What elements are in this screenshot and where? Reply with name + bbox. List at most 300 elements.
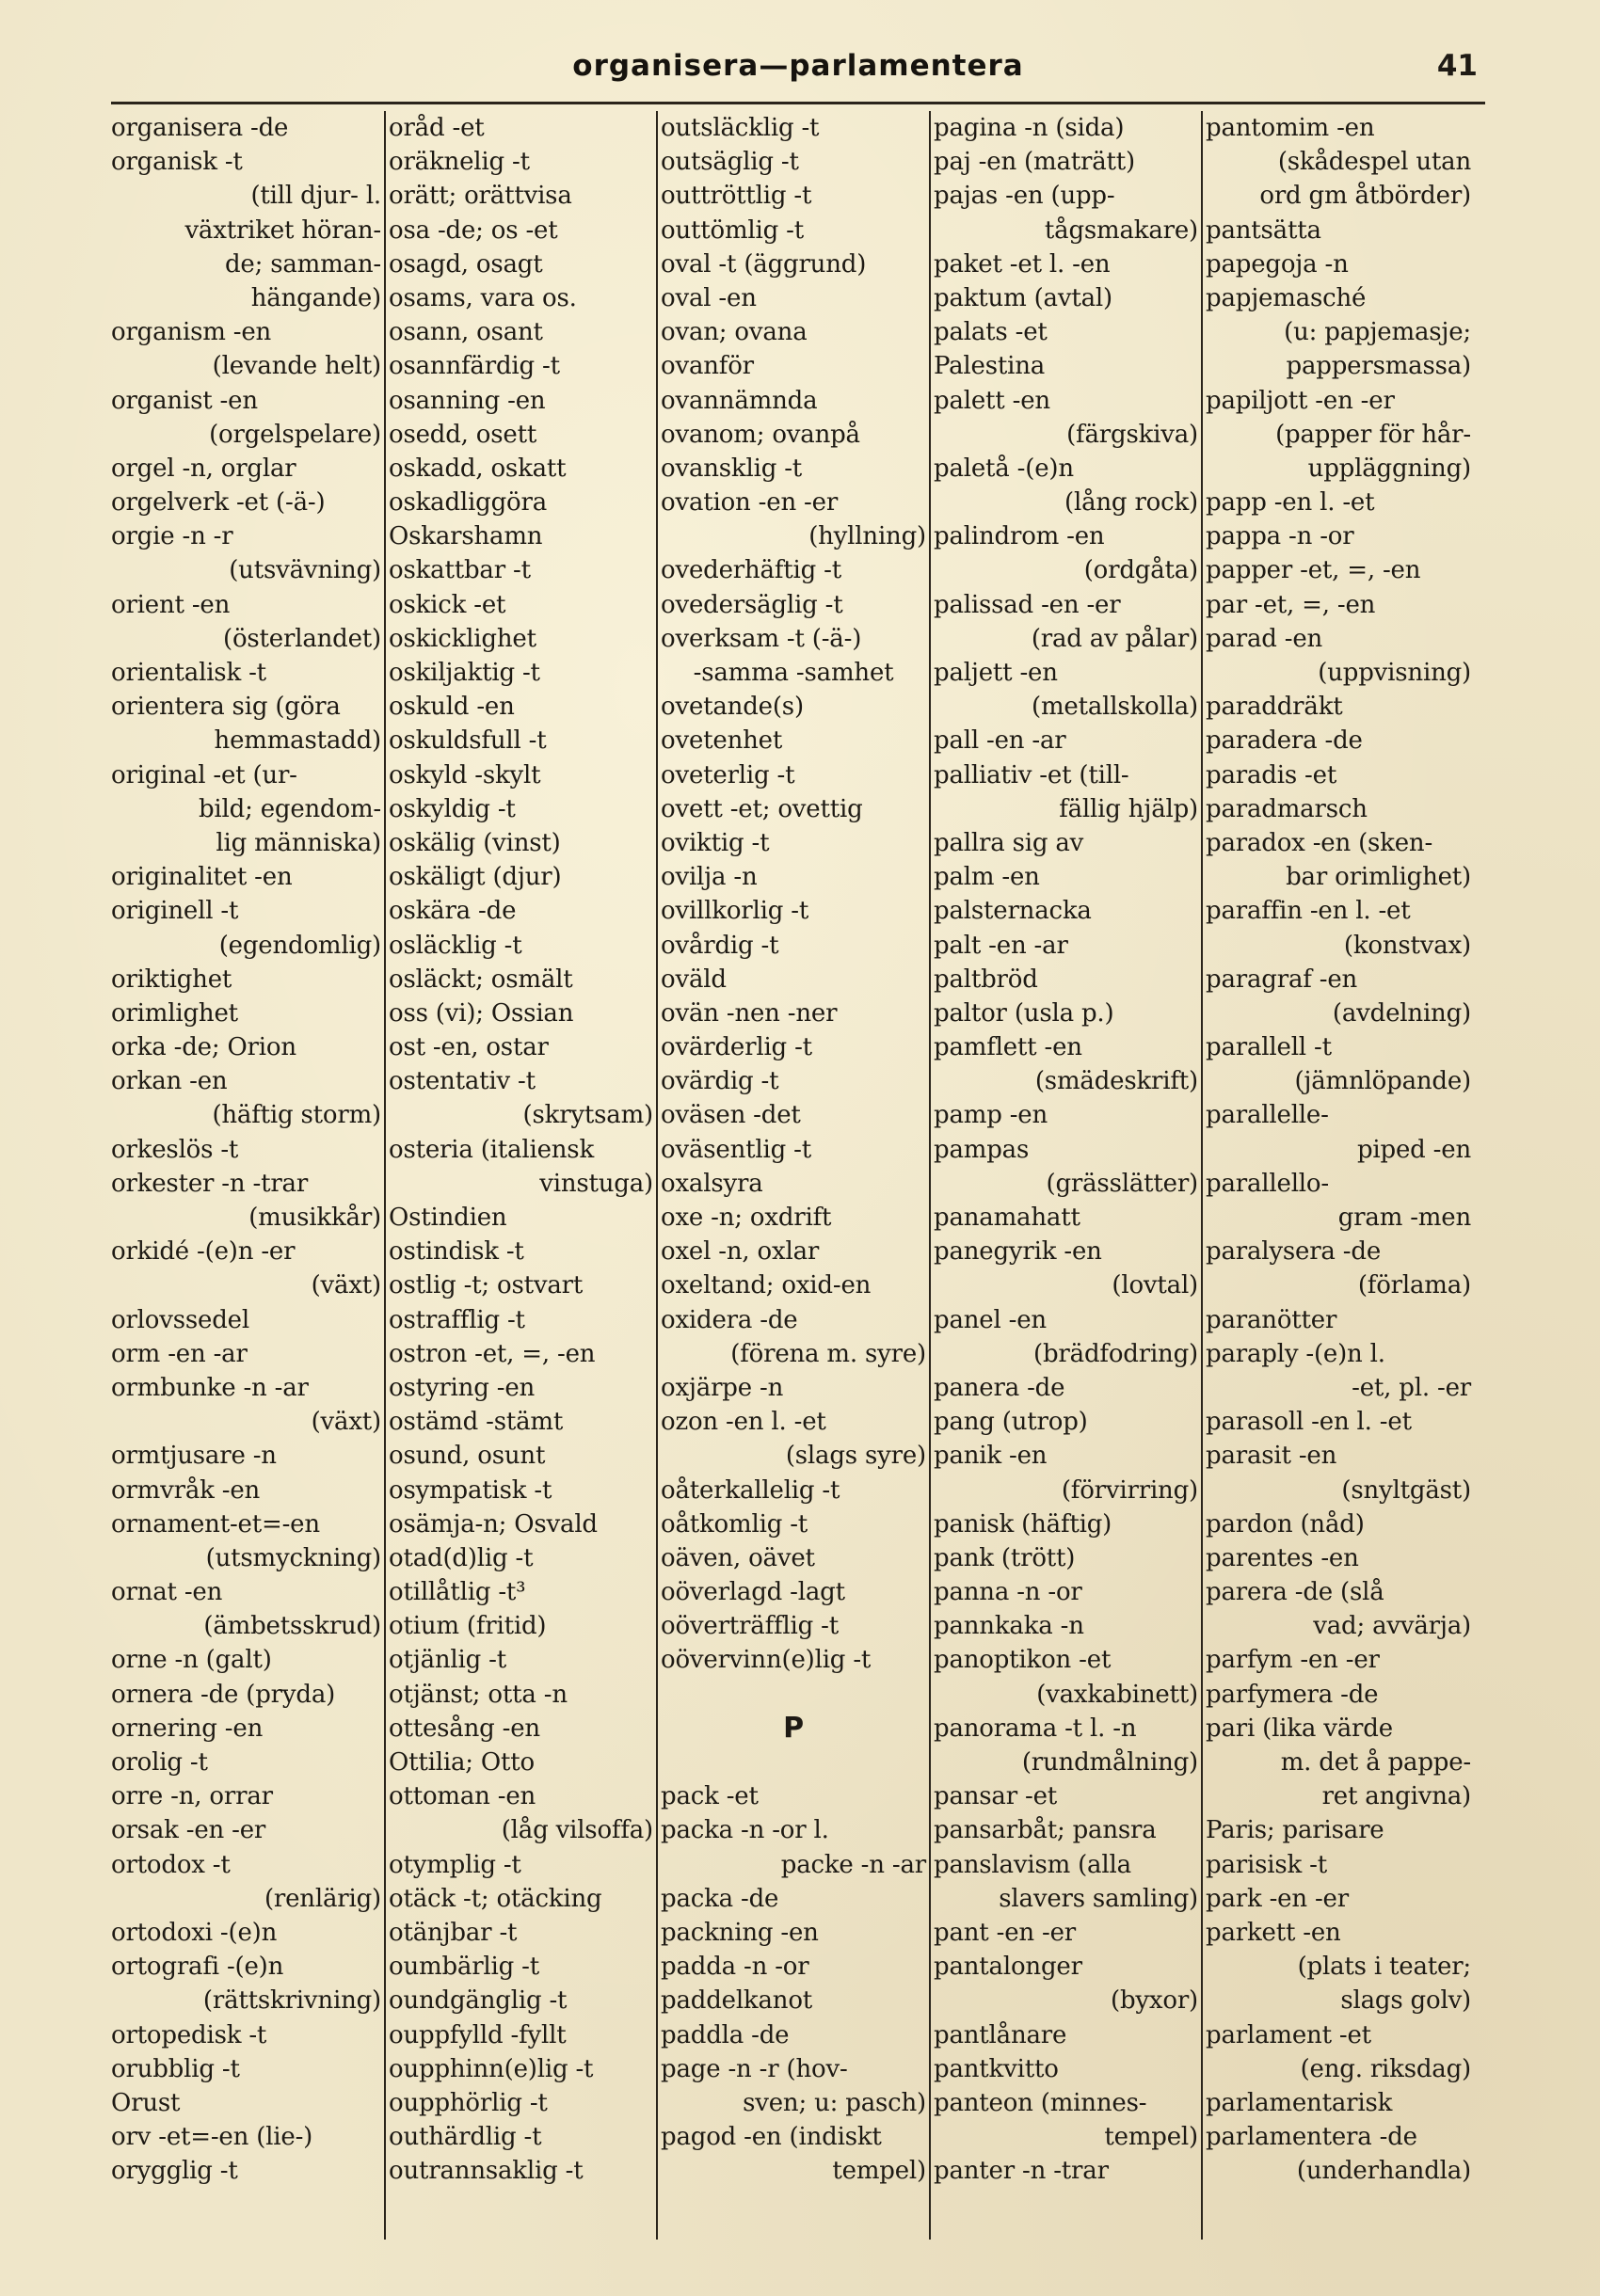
dictionary-entry: oåterkallelig -t (661, 1475, 840, 1505)
dictionary-entry: outtröttlig -t (661, 182, 812, 211)
dictionary-entry: parasoll -en l. -et (1206, 1408, 1412, 1437)
entry-continuation: (snyltgäst) (1341, 1475, 1471, 1505)
dictionary-entry: oxidera -de (661, 1305, 798, 1334)
dictionary-entry: ovärderlig -t (661, 1033, 812, 1062)
dictionary-entry: paraply -(e)n l. (1206, 1339, 1385, 1368)
header-rule (111, 102, 1485, 104)
dictionary-entry: orkester -n -trar (111, 1169, 309, 1198)
dictionary-entry: otium (fritid) (389, 1612, 547, 1641)
entry-continuation: (eng. riksdag) (1300, 2054, 1471, 2083)
dictionary-entry: otänjbar -t (389, 1918, 518, 1947)
dictionary-entry (661, 1678, 926, 1712)
dictionary-entry: parisisk -t (1206, 1850, 1327, 1879)
dictionary-entry: panter -n -trar (934, 2157, 1109, 2186)
entry-continuation: (uppvisning) (1318, 659, 1471, 687)
dictionary-entry: packa -de (661, 1884, 779, 1913)
dictionary-entry: paragraf -en (1206, 965, 1358, 994)
entry-continuation: (musikkår) (248, 1204, 381, 1232)
entry-continuation: bar orimlighet) (1286, 863, 1471, 892)
entry-continuation: (rundmålning) (1021, 1748, 1198, 1777)
entry-continuation: (smädeskrift) (1034, 1067, 1198, 1096)
dictionary-entry: parkett -en (1206, 1918, 1341, 1947)
dictionary-entry: otillåtlig -t³ (389, 1578, 526, 1607)
dictionary-entry: osläcklig -t (389, 931, 522, 960)
dictionary-entry: oskuld -en (389, 693, 515, 722)
dictionary-entry: outtömlig -t (661, 215, 804, 245)
entry-continuation: ret angivna) (1321, 1782, 1471, 1811)
dictionary-entry: pantlånare (934, 2020, 1067, 2049)
dictionary-entry: palindrom -en (934, 522, 1105, 551)
dictionary-entry: oäven, oävet (661, 1543, 815, 1572)
entry-continuation: (metallskolla) (1032, 693, 1198, 722)
dictionary-entry: ormtjusare -n (111, 1442, 277, 1471)
dictionary-entry: oövervinn(e)lig -t (661, 1646, 872, 1675)
dictionary-entry: outsläcklig -t (661, 114, 820, 142)
dictionary-entry: oxjärpe -n (661, 1373, 784, 1402)
entry-continuation: tempel) (1104, 2123, 1198, 2152)
dictionary-entry: oveterlig -t (661, 760, 795, 789)
entry-continuation: (häftig storm) (212, 1101, 381, 1130)
dictionary-entry: orubblig -t (111, 2054, 240, 2083)
dictionary-column-1 (111, 111, 384, 2240)
dictionary-entry: otad(d)lig -t (389, 1543, 534, 1572)
entry-continuation: (rad av pålar) (1031, 624, 1198, 653)
dictionary-entry: osedd, osett (389, 420, 537, 449)
dictionary-entry: orkeslös -t (111, 1135, 239, 1164)
entry-continuation: pappersmassa) (1286, 352, 1471, 381)
dictionary-entry: pantsätta (1206, 215, 1321, 245)
section-letter: P (783, 1711, 804, 1745)
entry-continuation: tågsmakare) (1044, 215, 1198, 245)
dictionary-entry: ovation -en -er (661, 488, 839, 518)
dictionary-entry: panisk (häftig) (934, 1509, 1112, 1539)
dictionary-entry: ostlig -t; ostvart (389, 1271, 584, 1300)
page-number: 41 (1436, 49, 1478, 83)
dictionary-entry: ottesång -en (389, 1714, 540, 1743)
dictionary-entry: ovederhäftig -t (661, 556, 841, 585)
entry-continuation: tempel) (832, 2157, 926, 2186)
dictionary-entry: ost -en, ostar (389, 1033, 549, 1062)
dictionary-entry: packning -en (661, 1918, 819, 1947)
dictionary-entry: ovedersäglig -t (661, 590, 843, 619)
entry-continuation: vad; avvärja) (1313, 1612, 1471, 1641)
dictionary-entry: osteria (italiensk (389, 1135, 595, 1164)
dictionary-entry: pant -en -er (934, 1918, 1076, 1947)
dictionary-entry: outsäglig -t (661, 148, 799, 177)
dictionary-entry: ovannämnda (661, 386, 818, 415)
entry-continuation: (lång rock) (1064, 488, 1198, 518)
entry-continuation: (u: papjemasje; (1284, 318, 1471, 347)
dictionary-entry: orgie -n -r (111, 522, 233, 551)
entry-continuation: slavers samling) (999, 1884, 1198, 1913)
dictionary-entry: paradox -en (sken- (1206, 828, 1433, 857)
dictionary-entry: oväsen -det (661, 1101, 801, 1130)
dictionary-entry: oxe -n; oxdrift (661, 1204, 832, 1232)
dictionary-entry: orv -et=-en (lie-) (111, 2123, 313, 2152)
dictionary-entry: pansarbåt; pansra (934, 1816, 1157, 1845)
dictionary-entry: osund, osunt (389, 1442, 546, 1471)
entry-continuation: (skådespel utan (1277, 148, 1471, 177)
dictionary-entry: oxalsyra (661, 1169, 763, 1198)
dictionary-entry: ozon -en l. -et (661, 1408, 826, 1437)
dictionary-entry: organist -en (111, 386, 258, 415)
dictionary-entry: ortodox -t (111, 1850, 231, 1879)
dictionary-entry: oskick -et (389, 590, 506, 619)
dictionary-entry: orm -en -ar (111, 1339, 248, 1368)
dictionary-entry: oskadd, oskatt (389, 454, 567, 483)
dictionary-entry: ostämd -stämt (389, 1408, 564, 1437)
dictionary-entry: parlamentera -de (1206, 2123, 1417, 2152)
entry-continuation: (orgelspelare) (209, 420, 381, 449)
dictionary-entry: Oskarshamn (389, 522, 543, 551)
entry-continuation: (utsmyckning) (205, 1543, 381, 1572)
dictionary-entry: oskäligt (djur) (389, 863, 562, 892)
dictionary-entry: paletå -(e)n (934, 454, 1074, 483)
dictionary-entry: parlament -et (1206, 2020, 1371, 2049)
dictionary-entry: orlovssedel (111, 1305, 249, 1334)
entry-continuation: (förena m. syre) (730, 1339, 926, 1368)
entry-continuation: (färgskiva) (1066, 420, 1198, 449)
dictionary-entry: ostron -et, =, -en (389, 1339, 596, 1368)
dictionary-entry: osanning -en (389, 386, 546, 415)
entry-continuation: (underhandla) (1296, 2157, 1471, 2186)
dictionary-entry: outrannsaklig -t (389, 2157, 584, 2186)
dictionary-entry: paktum (avtal) (934, 283, 1112, 312)
dictionary-entry: orient -en (111, 590, 231, 619)
dictionary-entry: pantalonger (934, 1953, 1082, 1982)
dictionary-entry: organisera -de (111, 114, 289, 142)
dictionary-entry: ovansklig -t (661, 454, 803, 483)
dictionary-entry: paradera -de (1206, 726, 1363, 756)
dictionary-entry: osannfärdig -t (389, 352, 560, 381)
entry-continuation: vinstuga) (539, 1169, 653, 1198)
dictionary-entry: ostrafflig -t (389, 1305, 525, 1334)
dictionary-entry: palats -et (934, 318, 1048, 347)
dictionary-entry: padda -n -or (661, 1953, 809, 1982)
dictionary-entry: par -et, =, -en (1206, 590, 1376, 619)
entry-continuation: hängande) (250, 283, 381, 312)
dictionary-entry: oskuldsfull -t (389, 726, 547, 756)
dictionary-entry: parera -de (slå (1206, 1578, 1384, 1607)
page-header (111, 49, 1485, 92)
entry-continuation: piped -en (1356, 1135, 1471, 1164)
dictionary-entry: panorama -t l. -n (934, 1714, 1137, 1743)
dictionary-entry: park -en -er (1206, 1884, 1349, 1913)
dictionary-entry: pansar -et (934, 1782, 1058, 1811)
dictionary-entry: panoptikon -et (934, 1646, 1112, 1675)
dictionary-entry: palissad -en -er (934, 590, 1121, 619)
dictionary-entry: osläckt; osmält (389, 965, 573, 994)
dictionary-entry: ovärdig -t (661, 1067, 779, 1096)
dictionary-entry: originell -t (111, 897, 239, 926)
dictionary-entry: palm -en (934, 863, 1040, 892)
dictionary-entry: ostyring -en (389, 1373, 536, 1402)
entry-continuation: uppläggning) (1307, 454, 1471, 483)
dictionary-entry: overksam -t (-ä-) (661, 624, 862, 653)
dictionary-entry: paraddräkt (1206, 693, 1343, 722)
entry-continuation: (jämnlöpande) (1294, 1067, 1471, 1096)
dictionary-entry: parallello- (1206, 1169, 1329, 1198)
dictionary-entry: pamflett -en (934, 1033, 1082, 1062)
dictionary-entry: ovetande(s) (661, 693, 804, 722)
entry-continuation: (egendomlig) (218, 931, 381, 960)
entry-continuation: (plats i teater; (1297, 1953, 1471, 1982)
entry-continuation: m. det å pappe- (1280, 1748, 1471, 1777)
entry-continuation: packe -n -ar (780, 1850, 926, 1879)
entry-continuation: (österlandet) (223, 624, 381, 653)
dictionary-entry: ostindisk -t (389, 1237, 524, 1267)
dictionary-column-4 (929, 111, 1201, 2240)
dictionary-entry: orgelverk -et (-ä-) (111, 488, 326, 518)
dictionary-entry: paddelkanot (661, 1986, 813, 2016)
dictionary-entry: oskattbar -t (389, 556, 531, 585)
dictionary-entry: paltbröd (934, 965, 1038, 994)
dictionary-entry: pagod -en (indiskt (661, 2123, 882, 2152)
entry-continuation: (ämbetsskrud) (203, 1612, 381, 1641)
entry-continuation: (levande helt) (212, 352, 381, 381)
entry-continuation: (grässlätter) (1046, 1169, 1198, 1198)
entry-continuation: (slags syre) (785, 1442, 926, 1471)
dictionary-entry: oskyld -skylt (389, 760, 541, 789)
dictionary-entry: oskälig (vinst) (389, 828, 561, 857)
dictionary-entry: oväld (661, 965, 727, 994)
dictionary-entry: oumbärlig -t (389, 1953, 539, 1982)
dictionary-column-2 (384, 111, 656, 2240)
entry-continuation: (skrytsam) (522, 1101, 653, 1130)
dictionary-entry: parasit -en (1206, 1442, 1337, 1471)
dictionary-entry: page -n -r (hov- (661, 2054, 848, 2083)
entry-continuation: (växt) (311, 1408, 381, 1437)
dictionary-entry: oxeltand; oxid-en (661, 1271, 872, 1300)
dictionary-entry: Ottilia; Otto (389, 1748, 535, 1777)
dictionary-entry: panel -en (934, 1305, 1047, 1334)
dictionary-entry: oviktig -t (661, 828, 770, 857)
dictionary-entry: Paris; parisare (1206, 1816, 1384, 1845)
dictionary-entry: palt -en -ar (934, 931, 1068, 960)
entry-continuation: fällig hjälp) (1059, 794, 1198, 823)
entry-continuation: (renlärig) (264, 1884, 381, 1913)
dictionary-entry: parallell -t (1206, 1033, 1332, 1062)
dictionary-entry: oval -en (661, 283, 757, 312)
dictionary-entry: ortodoxi -(e)n (111, 1918, 278, 1947)
dictionary-entry: ormvråk -en (111, 1475, 261, 1505)
dictionary-entry: oöverlagd -lagt (661, 1578, 845, 1607)
dictionary-entry: orimlighet (111, 998, 238, 1028)
dictionary-entry: papper -et, =, -en (1206, 556, 1421, 585)
dictionary-entry: organism -en (111, 318, 272, 347)
dictionary-entry: panteon (minnes- (934, 2088, 1147, 2117)
dictionary-entry: parentes -en (1206, 1543, 1359, 1572)
dictionary-column-3 (656, 111, 929, 2240)
entry-continuation: lig människa) (216, 828, 381, 857)
dictionary-entry: papjemasché (1206, 283, 1367, 312)
dictionary-entry: pamp -en (934, 1101, 1048, 1130)
entry-continuation: sven; u: pasch) (743, 2088, 926, 2117)
entry-continuation: växtriket höran- (184, 215, 381, 245)
dictionary-entry: ovan; ovana (661, 318, 808, 347)
dictionary-entry: pardon (nåd) (1206, 1509, 1365, 1539)
dictionary-entry: oskicklighet (389, 624, 536, 653)
dictionary-entry: oåtkomlig -t (661, 1509, 808, 1539)
dictionary-entry: orne -n (galt) (111, 1646, 272, 1675)
dictionary-entry: panik -en (934, 1442, 1048, 1471)
dictionary-entry: ornat -en (111, 1578, 223, 1607)
entry-continuation: (ordgåta) (1083, 556, 1198, 585)
dictionary-entry: organisk -t (111, 148, 243, 177)
dictionary-entry: ornering -en (111, 1714, 264, 1743)
dictionary-columns (111, 111, 1485, 2240)
dictionary-entry: orkidé -(e)n -er (111, 1237, 296, 1267)
dictionary-entry: papp -en l. -et (1206, 488, 1375, 518)
dictionary-entry: oupphinn(e)lig -t (389, 2054, 594, 2083)
entry-continuation: (brädfodring) (1033, 1339, 1198, 1368)
dictionary-entry: orre -n, orrar (111, 1782, 273, 1811)
dictionary-entry: orkan -en (111, 1067, 228, 1096)
dictionary-entry: pallra sig av (934, 828, 1084, 857)
dictionary-entry: oriktighet (111, 965, 232, 994)
dictionary-entry: orolig -t (111, 1748, 208, 1777)
dictionary-entry: oss (vi); Ossian (389, 998, 574, 1028)
dictionary-entry: oväsentlig -t (661, 1135, 811, 1164)
entry-continuation: (växt) (311, 1271, 381, 1300)
running-head: organisera—parlamentera (572, 49, 1024, 83)
dictionary-entry: pall -en -ar (934, 726, 1066, 756)
dictionary-entry: oskadliggöra (389, 488, 547, 518)
entry-continuation: (papper för hår- (1275, 420, 1471, 449)
dictionary-entry: oskyldig -t (389, 794, 516, 823)
entry-continuation: bild; egendom- (198, 794, 381, 823)
dictionary-entry: -samma -samhet (693, 659, 894, 687)
entry-continuation: (låg vilsoffa) (501, 1816, 653, 1845)
dictionary-entry: original -et (ur- (111, 760, 297, 789)
dictionary-entry: Palestina (934, 352, 1046, 381)
dictionary-entry: palliativ -et (till- (934, 760, 1129, 789)
dictionary-entry: parfymera -de (1206, 1680, 1379, 1709)
dictionary-entry: pantkvitto (934, 2054, 1059, 2083)
entry-continuation: (rättskrivning) (202, 1986, 381, 2016)
dictionary-entry: panamahatt (934, 1204, 1080, 1232)
dictionary-entry: paralysera -de (1206, 1237, 1382, 1267)
dictionary-entry: oräknelig -t (389, 148, 530, 177)
dictionary-entry: otäck -t; otäcking (389, 1884, 602, 1913)
dictionary-entry: paraffin -en l. -et (1206, 897, 1411, 926)
entry-continuation: (avdelning) (1332, 998, 1471, 1028)
dictionary-entry: oundgänglig -t (389, 1986, 568, 2016)
dictionary-entry: oöverträfflig -t (661, 1612, 840, 1641)
dictionary-entry: ovän -nen -ner (661, 998, 838, 1028)
dictionary-entry: pagina -n (sida) (934, 114, 1125, 142)
dictionary-entry: ornera -de (pryda) (111, 1680, 336, 1709)
dictionary-entry: orygglig -t (111, 2157, 238, 2186)
dictionary-entry (661, 1746, 926, 1779)
dictionary-entry: papegoja -n (1206, 249, 1349, 279)
entry-continuation: hemmastadd) (214, 726, 381, 756)
entry-continuation: (konstvax) (1343, 931, 1471, 960)
dictionary-entry: ortografi -(e)n (111, 1953, 284, 1982)
dictionary-entry: pank (trött) (934, 1543, 1076, 1572)
dictionary-entry: paradis -et (1206, 760, 1337, 789)
dictionary-entry: ovanför (661, 352, 754, 381)
dictionary-entry: paranötter (1206, 1305, 1337, 1334)
dictionary-entry: palett -en (934, 386, 1050, 415)
dictionary-entry: Orust (111, 2088, 181, 2117)
dictionary-entry: outhärdlig -t (389, 2123, 542, 2152)
entry-continuation: (lovtal) (1112, 1271, 1198, 1300)
dictionary-entry: osämja-n; Osvald (389, 1509, 598, 1539)
entry-continuation: ord gm åtbörder) (1259, 182, 1471, 211)
dictionary-entry: orientalisk -t (111, 659, 266, 687)
dictionary-entry: oskära -de (389, 897, 517, 926)
dictionary-entry: osympatisk -t (389, 1475, 552, 1505)
dictionary-column-5 (1201, 111, 1474, 2240)
dictionary-entry: pantomim -en (1206, 114, 1375, 142)
dictionary-entry: Ostindien (389, 1204, 507, 1232)
dictionary-entry: ostentativ -t (389, 1067, 536, 1096)
dictionary-entry: paljett -en (934, 659, 1058, 687)
dictionary-entry: paket -et l. -en (934, 249, 1111, 279)
entry-continuation: (förlama) (1357, 1271, 1471, 1300)
dictionary-entry: pappa -n -or (1206, 522, 1354, 551)
entry-continuation: (till djur- l. (250, 182, 381, 211)
dictionary-entry: ovetenhet (661, 726, 783, 756)
dictionary-entry: pajas -en (upp- (934, 182, 1115, 211)
dictionary-entry: osagd, osagt (389, 249, 543, 279)
dictionary-entry: ormbunke -n -ar (111, 1373, 309, 1402)
dictionary-entry: oxel -n, oxlar (661, 1237, 820, 1267)
dictionary-entry: parfym -en -er (1206, 1646, 1380, 1675)
dictionary-entry: orgel -n, orglar (111, 454, 296, 483)
dictionary-entry: oråd -et (389, 114, 485, 142)
dictionary-entry: orsak -en -er (111, 1816, 266, 1845)
dictionary-entry: parlamentarisk (1206, 2088, 1393, 2117)
dictionary-entry: ovett -et; ovettig (661, 794, 863, 823)
dictionary-entry: otjänst; otta -n (389, 1680, 568, 1709)
dictionary-entry: ortopedisk -t (111, 2020, 267, 2049)
dictionary-entry: otymplig -t (389, 1850, 521, 1879)
dictionary-entry: originalitet -en (111, 863, 293, 892)
dictionary-entry: ouppfylld -fyllt (389, 2020, 567, 2049)
dictionary-entry: panna -n -or (934, 1578, 1082, 1607)
dictionary-entry: pack -et (661, 1782, 759, 1811)
dictionary-entry: papiljott -en -er (1206, 386, 1395, 415)
dictionary-entry: pang (utrop) (934, 1408, 1088, 1437)
dictionary-entry: ovilja -n (661, 863, 758, 892)
entry-continuation: -et, pl. -er (1352, 1373, 1471, 1402)
dictionary-entry: ornament-et=-en (111, 1509, 320, 1539)
entry-continuation: (förvirring) (1061, 1475, 1198, 1505)
dictionary-entry: pari (lika värde (1206, 1714, 1393, 1743)
dictionary-entry: oupphörlig -t (389, 2088, 548, 2117)
dictionary-entry: palsternacka (934, 897, 1092, 926)
dictionary-entry: orka -de; Orion (111, 1033, 296, 1062)
dictionary-entry: paltor (usla p.) (934, 998, 1114, 1028)
dictionary-entry: paddla -de (661, 2020, 790, 2049)
entry-continuation: de; samman- (224, 249, 381, 279)
dictionary-entry: otjänlig -t (389, 1646, 506, 1675)
entry-continuation: (vaxkabinett) (1036, 1680, 1198, 1709)
dictionary-entry: paradmarsch (1206, 794, 1368, 823)
entry-continuation: slags golv) (1340, 1986, 1471, 2016)
dictionary-entry: orätt; orättvisa (389, 182, 572, 211)
dictionary-entry: ovillkorlig -t (661, 897, 809, 926)
dictionary-entry: panera -de (934, 1373, 1065, 1402)
dictionary-entry: pannkaka -n (934, 1612, 1084, 1641)
dictionary-entry: panegyrik -en (934, 1237, 1102, 1267)
dictionary-entry: ottoman -en (389, 1782, 536, 1811)
entry-continuation: (byxor) (1111, 1986, 1198, 2016)
entry-continuation: (hyllning) (808, 522, 926, 551)
entry-continuation: (utsvävning) (229, 556, 381, 585)
